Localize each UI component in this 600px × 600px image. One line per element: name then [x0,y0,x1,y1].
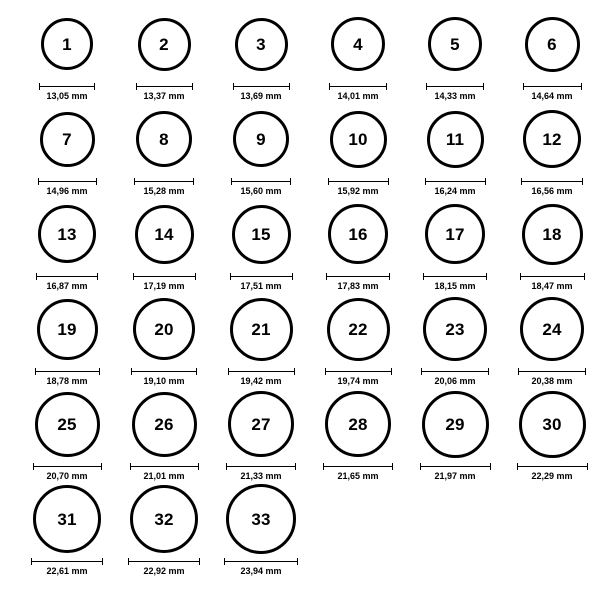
dimension-tick-left-icon [35,368,36,375]
ring-circle [425,204,485,264]
ring-diameter-label: 15,28 mm [143,186,185,196]
ring-circle-wrap [40,106,95,172]
ring-size-cell [211,11,311,101]
dimension-line-icon [323,463,393,470]
ring-dimension [38,178,97,196]
ring-diameter-label: 14,64 mm [531,91,573,101]
ring-circle-wrap [328,201,388,267]
ring-circle [525,17,580,72]
ring-size-label: 21 [251,319,271,339]
ring-dimension [39,83,95,101]
dimension-tick-right-icon [388,178,389,185]
dimension-tick-right-icon [198,463,199,470]
dimension-tick-right-icon [483,83,484,90]
ring-dimension [423,273,487,291]
ring-circle-wrap [230,296,293,362]
ring-size-cell [17,391,117,481]
ring-size-label: 17 [445,224,465,244]
dimension-line-icon [38,178,97,185]
ring-diameter-label: 22,92 mm [143,566,185,576]
ring-circle [328,204,388,264]
ring-size-label: 26 [154,414,174,434]
ring-size-label: 4 [353,34,363,54]
dimension-tick-right-icon [289,83,290,90]
ring-size-cell [211,486,311,576]
ring-size-label: 25 [57,414,77,434]
dimension-line-icon [133,273,196,280]
dimension-tick-left-icon [36,273,37,280]
ring-dimension [420,463,491,481]
dimension-tick-right-icon [486,273,487,280]
ring-size-cell [114,486,214,576]
ring-circle-wrap [325,391,391,457]
dimension-line-icon [39,83,95,90]
ring-size-label: 32 [154,509,174,529]
ring-dimension [224,558,298,576]
ring-size-label: 13 [57,224,77,244]
dimension-tick-right-icon [196,368,197,375]
dimension-tick-left-icon [230,273,231,280]
ring-circle-wrap [422,391,489,457]
ring-circle [133,298,195,360]
ring-diameter-label: 18,15 mm [434,281,476,291]
ring-diameter-label: 13,37 mm [143,91,185,101]
ring-diameter-label: 21,97 mm [434,471,476,481]
ring-size-cell [308,106,408,196]
ring-circle [327,298,390,361]
ring-size-label: 33 [251,509,271,529]
dimension-line-icon [328,178,389,185]
ring-size-label: 27 [251,414,271,434]
ring-dimension [131,368,197,386]
ring-size-cell [405,296,505,386]
ring-diameter-label: 18,78 mm [46,376,88,386]
ring-size-cell [17,201,117,291]
ring-circle [230,298,293,361]
dimension-tick-left-icon [520,273,521,280]
ring-diameter-label: 19,10 mm [143,376,185,386]
ring-size-label: 20 [154,319,174,339]
dimension-line-icon [128,558,200,565]
ring-circle [41,18,93,70]
dimension-line-icon [423,273,487,280]
ring-dimension [31,558,103,576]
ring-circle-wrap [331,11,385,77]
ring-dimension [517,463,588,481]
ring-size-label: 23 [445,319,465,339]
ring-size-label: 28 [348,414,368,434]
ring-circle-wrap [233,106,289,172]
ring-size-cell [114,11,214,101]
dimension-line-icon [224,558,298,565]
ring-circle-wrap [232,201,291,267]
ring-size-cell [211,106,311,196]
ring-diameter-label: 19,42 mm [240,376,282,386]
ring-size-cell [114,296,214,386]
ring-diameter-label: 18,47 mm [531,281,573,291]
dimension-line-icon [233,83,290,90]
ring-dimension [228,368,295,386]
ring-diameter-label: 22,29 mm [531,471,573,481]
ring-circle-wrap [519,391,586,457]
ring-diameter-label: 14,96 mm [46,186,88,196]
ring-dimension [425,178,486,196]
dimension-tick-right-icon [102,558,103,565]
dimension-tick-right-icon [391,368,392,375]
ring-dimension [523,83,582,101]
dimension-tick-right-icon [192,83,193,90]
ring-circle-wrap [327,296,390,362]
dimension-tick-right-icon [585,368,586,375]
ring-dimension [130,463,199,481]
ring-diameter-label: 21,01 mm [143,471,185,481]
ring-size-label: 10 [348,129,368,149]
dimension-tick-right-icon [294,368,295,375]
ring-size-cell [114,106,214,196]
dimension-tick-left-icon [31,558,32,565]
dimension-tick-right-icon [584,273,585,280]
ring-size-label: 18 [542,224,562,244]
dimension-line-icon [134,178,194,185]
ring-dimension [326,273,390,291]
ring-circle-wrap [522,201,583,267]
dimension-tick-right-icon [199,558,200,565]
dimension-tick-right-icon [389,273,390,280]
dimension-tick-left-icon [224,558,225,565]
ring-size-cell [502,106,600,196]
ring-dimension [323,463,393,481]
dimension-line-icon [425,178,486,185]
dimension-tick-right-icon [485,178,486,185]
dimension-line-icon [36,273,98,280]
ring-diameter-label: 14,01 mm [337,91,379,101]
ring-diameter-label: 17,51 mm [240,281,282,291]
dimension-line-icon [521,178,583,185]
ring-circle-wrap [38,201,96,267]
ring-circle-wrap [425,201,485,267]
ring-circle-wrap [427,106,484,172]
ring-size-label: 8 [159,129,169,149]
ring-circle [136,111,192,167]
dimension-tick-left-icon [517,463,518,470]
ring-size-cell [405,201,505,291]
dimension-tick-left-icon [420,463,421,470]
ring-diameter-label: 21,65 mm [337,471,379,481]
ring-dimension [36,273,98,291]
ring-circle [33,485,101,553]
dimension-tick-right-icon [193,178,194,185]
ring-size-cell [405,11,505,101]
ring-circle-wrap [330,106,387,172]
ring-size-cell [502,296,600,386]
dimension-line-icon [231,178,291,185]
dimension-tick-right-icon [386,83,387,90]
ring-dimension [329,83,387,101]
ring-dimension [233,83,290,101]
ring-circle [330,111,387,168]
ring-dimension [35,368,100,386]
dimension-line-icon [230,273,293,280]
ring-dimension [325,368,392,386]
ring-size-cell [211,296,311,386]
dimension-tick-left-icon [329,83,330,90]
ring-diameter-label: 16,56 mm [531,186,573,196]
dimension-tick-right-icon [99,368,100,375]
ring-size-label: 2 [159,34,169,54]
dimension-tick-right-icon [392,463,393,470]
ring-circle [228,391,294,457]
ring-circle [130,485,198,553]
dimension-tick-left-icon [423,273,424,280]
ring-dimension [133,273,196,291]
dimension-tick-left-icon [523,83,524,90]
ring-size-label: 3 [256,34,266,54]
ring-circle-wrap [138,11,191,77]
ring-size-label: 19 [57,319,77,339]
ring-size-cell [502,391,600,481]
dimension-tick-right-icon [295,463,296,470]
ring-dimension [136,83,193,101]
dimension-tick-right-icon [587,463,588,470]
ring-diameter-label: 13,05 mm [46,91,88,101]
dimension-line-icon [228,368,295,375]
ring-circle [428,17,482,71]
ring-circle [37,299,98,360]
ring-dimension [328,178,389,196]
ring-diameter-label: 15,92 mm [337,186,379,196]
dimension-tick-right-icon [101,463,102,470]
ring-size-label: 22 [348,319,368,339]
ring-circle-wrap [228,391,294,457]
ring-size-cell [308,11,408,101]
dimension-tick-right-icon [581,83,582,90]
ring-dimension [226,463,296,481]
ring-size-cell [17,106,117,196]
ring-circle-wrap [33,486,101,552]
ring-size-label: 5 [450,34,460,54]
ring-size-label: 6 [547,34,557,54]
ring-circle-wrap [235,11,288,77]
ring-circle [226,484,296,554]
ring-size-cell [308,391,408,481]
ring-circle-wrap [523,106,581,172]
dimension-line-icon [325,368,392,375]
ring-circle [135,205,194,264]
ring-circle [38,205,96,263]
ring-dimension [230,273,293,291]
ring-circle [331,17,385,71]
dimension-tick-left-icon [325,368,326,375]
ring-diameter-label: 21,33 mm [240,471,282,481]
dimension-tick-left-icon [33,463,34,470]
ring-size-cell [114,391,214,481]
ring-circle [235,18,288,71]
ring-circle-wrap [37,296,98,362]
ring-circle [427,111,484,168]
ring-circle [519,391,586,458]
dimension-line-icon [31,558,103,565]
ring-dimension [33,463,102,481]
dimension-tick-left-icon [328,178,329,185]
ring-size-label: 7 [62,129,72,149]
dimension-tick-left-icon [521,178,522,185]
dimension-line-icon [523,83,582,90]
ring-diameter-label: 20,38 mm [531,376,573,386]
ring-size-cell [114,201,214,291]
dimension-line-icon [326,273,390,280]
ring-diameter-label: 19,74 mm [337,376,379,386]
ring-diameter-label: 23,94 mm [240,566,282,576]
dimension-tick-left-icon [231,178,232,185]
ring-dimension [426,83,484,101]
dimension-tick-right-icon [94,83,95,90]
dimension-tick-left-icon [133,273,134,280]
ring-circle [132,392,197,457]
dimension-tick-left-icon [425,178,426,185]
dimension-tick-right-icon [96,178,97,185]
dimension-tick-right-icon [297,558,298,565]
ring-size-label: 11 [445,129,465,149]
dimension-tick-right-icon [290,178,291,185]
ring-diameter-label: 17,19 mm [143,281,185,291]
ring-diameter-label: 16,87 mm [46,281,88,291]
ring-circle [422,391,489,458]
ring-size-label: 9 [256,129,266,149]
ring-circle-wrap [133,296,195,362]
ring-size-cell [211,391,311,481]
dimension-tick-left-icon [128,558,129,565]
dimension-line-icon [130,463,199,470]
dimension-line-icon [226,463,296,470]
ring-circle-wrap [520,296,584,362]
dimension-tick-left-icon [134,178,135,185]
ring-circle [232,205,291,264]
ring-circle-wrap [226,486,296,552]
ring-circle [40,112,95,167]
ring-diameter-label: 22,61 mm [46,566,88,576]
ring-size-label: 12 [542,129,562,149]
dimension-tick-left-icon [131,368,132,375]
ring-dimension [520,273,585,291]
ring-size-label: 29 [445,414,465,434]
dimension-tick-left-icon [323,463,324,470]
ring-size-cell [308,201,408,291]
ring-circle-wrap [135,201,194,267]
ring-dimension [518,368,586,386]
ring-circle [522,204,583,265]
dimension-line-icon [131,368,197,375]
ring-circle [325,391,391,457]
ring-size-label: 31 [57,509,77,529]
ring-dimension [521,178,583,196]
dimension-line-icon [35,368,100,375]
dimension-tick-left-icon [130,463,131,470]
ring-size-cell [502,11,600,101]
ring-dimension [231,178,291,196]
dimension-line-icon [421,368,489,375]
dimension-tick-right-icon [582,178,583,185]
ring-circle-wrap [136,106,192,172]
ring-dimension [134,178,194,196]
dimension-line-icon [33,463,102,470]
ring-diameter-label: 13,69 mm [240,91,282,101]
ring-size-label: 24 [542,319,562,339]
ring-circle [35,392,100,457]
dimension-line-icon [518,368,586,375]
ring-diameter-label: 16,24 mm [434,186,476,196]
ring-circle [423,297,487,361]
dimension-line-icon [517,463,588,470]
ring-size-label: 1 [62,34,72,54]
ring-circle [138,18,191,71]
ring-circle-wrap [35,391,100,457]
dimension-tick-left-icon [38,178,39,185]
ring-circle-wrap [428,11,482,77]
ring-diameter-label: 14,33 mm [434,91,476,101]
ring-size-cell [308,296,408,386]
dimension-tick-right-icon [292,273,293,280]
dimension-line-icon [420,463,491,470]
dimension-line-icon [426,83,484,90]
ring-circle-wrap [132,391,197,457]
dimension-tick-left-icon [421,368,422,375]
dimension-line-icon [136,83,193,90]
ring-size-cell [405,106,505,196]
dimension-line-icon [329,83,387,90]
ring-diameter-label: 15,60 mm [240,186,282,196]
ring-dimension [421,368,489,386]
ring-size-cell [502,201,600,291]
ring-circle-wrap [423,296,487,362]
ring-size-label: 14 [154,224,174,244]
dimension-tick-right-icon [490,463,491,470]
dimension-tick-left-icon [326,273,327,280]
ring-size-cell [405,391,505,481]
ring-size-cell [211,201,311,291]
ring-size-label: 30 [542,414,562,434]
ring-size-cell [17,296,117,386]
dimension-tick-left-icon [233,83,234,90]
dimension-tick-right-icon [97,273,98,280]
ring-circle [523,110,581,168]
dimension-tick-right-icon [195,273,196,280]
dimension-tick-left-icon [518,368,519,375]
dimension-tick-left-icon [136,83,137,90]
ring-size-label: 15 [251,224,271,244]
ring-size-cell [17,486,117,576]
dimension-line-icon [520,273,585,280]
ring-circle [520,297,584,361]
ring-dimension [128,558,200,576]
ring-size-cell [17,11,117,101]
ring-diameter-label: 20,70 mm [46,471,88,481]
ring-size-label: 16 [348,224,368,244]
dimension-tick-left-icon [226,463,227,470]
dimension-tick-left-icon [39,83,40,90]
ring-diameter-label: 20,06 mm [434,376,476,386]
ring-circle [233,111,289,167]
ring-circle-wrap [130,486,198,552]
dimension-tick-left-icon [426,83,427,90]
ring-diameter-label: 17,83 mm [337,281,379,291]
ring-circle-wrap [525,11,580,77]
ring-circle-wrap [41,11,93,77]
dimension-tick-left-icon [228,368,229,375]
dimension-tick-right-icon [488,368,489,375]
